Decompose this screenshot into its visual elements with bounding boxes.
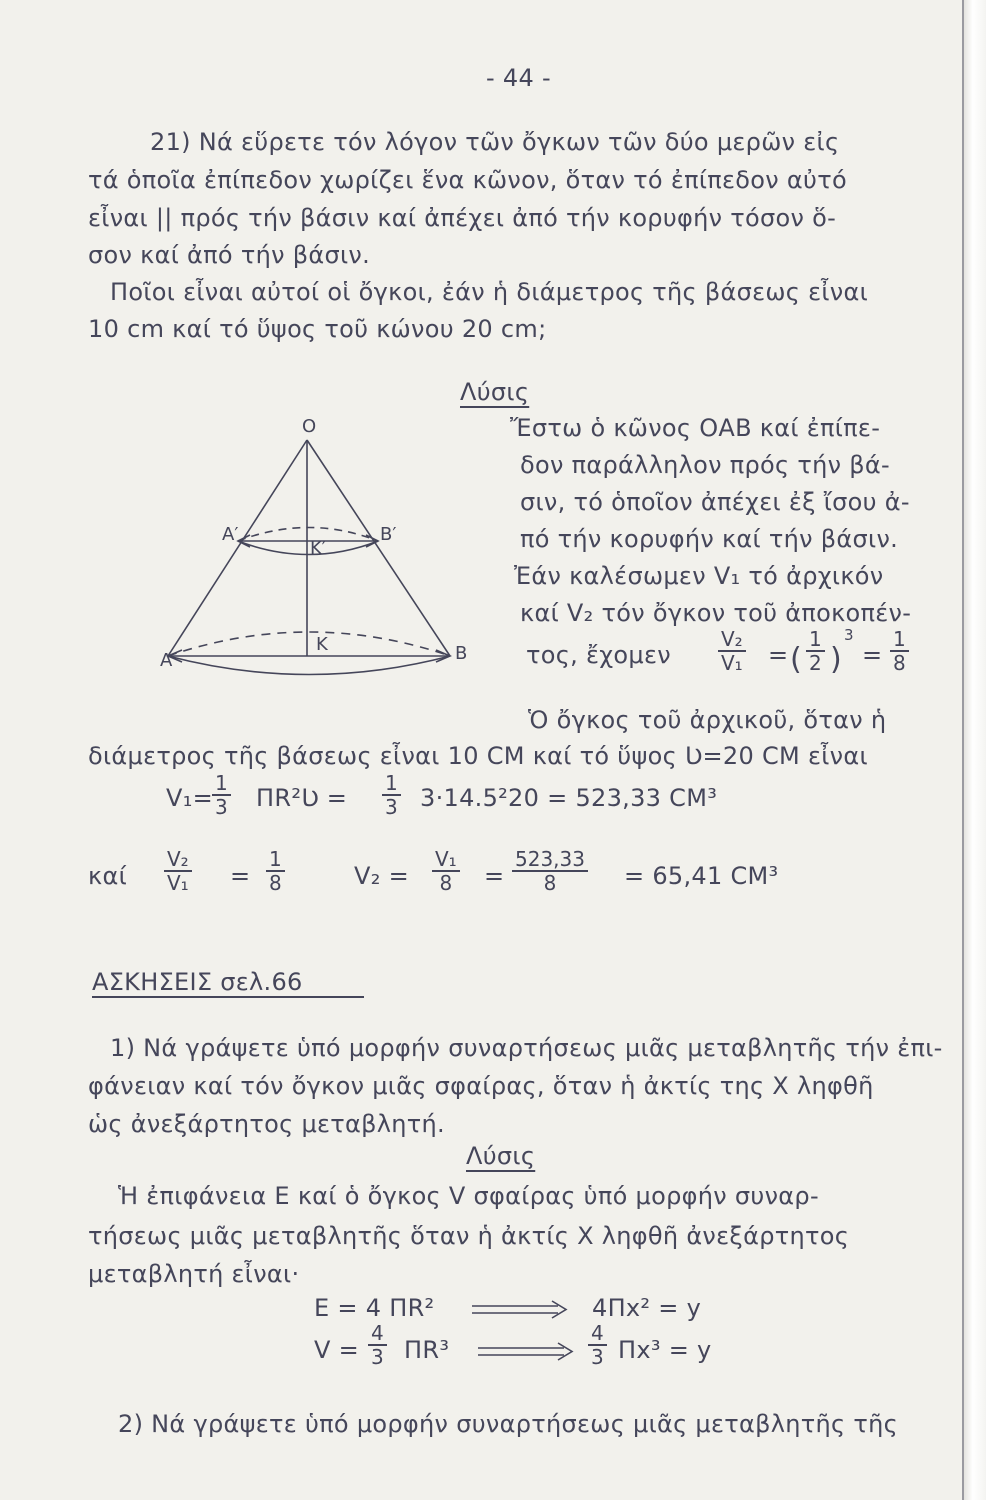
ratio-equals: =: [768, 641, 789, 669]
solution-line-5: Ἐάν καλέσωμεν V₁ τό ἀρχικόν: [514, 562, 884, 590]
v2-lhs: V₂ =: [354, 862, 409, 890]
v2-num2: 523,33: [512, 848, 588, 872]
problem-line-1: 21) Νά εὕρετε τόν λόγον τῶν ὄγκων τῶν δύο μερῶν εἰς: [150, 128, 840, 156]
problem-line-3: εἶναι || πρός τήν βάσιν καί ἀπέχει ἀπό τήν κορυφήν τόσον ὅ-: [88, 204, 837, 232]
r-num: V₂: [164, 848, 192, 872]
label-A: A: [160, 650, 173, 671]
r-den: V₁: [167, 871, 189, 895]
label-A-prime: A′: [222, 524, 239, 545]
volume-line-1: Ὁ ὄγκος τοῦ ἀρχικοῦ, ὅταν ἡ: [528, 706, 887, 734]
v2-fraction-2: [512, 848, 588, 894]
exercises-heading: ΑΣΚΗΣΕΙΣ σελ.66: [92, 968, 303, 996]
v1-third-fraction: [212, 772, 231, 818]
v2-den: 8: [439, 871, 453, 895]
cube-exponent: 3: [844, 626, 854, 644]
r-fraction: [164, 848, 192, 894]
ratio-equals-2: =: [862, 641, 883, 669]
solution-2-line-3: μεταβλητή εἶναι·: [88, 1260, 300, 1288]
r-den2: 8: [269, 871, 282, 895]
eq-V-num: 4: [368, 1322, 387, 1346]
v1-lhs: V₁=: [166, 784, 214, 812]
v1-third2-num: 1: [382, 772, 401, 796]
v2-fraction: [432, 848, 460, 894]
implies-arrow-icon: [476, 1342, 576, 1362]
solution-heading: Λύσις: [460, 378, 530, 406]
solution-2-line-2: τήσεως μιᾶς μεταβλητῆς ὅταν ἡ ἀκτίς X ληφθῆ ἀνεξάρτητος: [88, 1222, 850, 1250]
implies-arrow-icon: [470, 1300, 570, 1320]
problem-line-6: 10 cm καί τό ὕψος τοῦ κώνου 20 cm;: [88, 315, 547, 343]
eighth-denominator: 8: [893, 651, 906, 675]
v1-third2-den: 3: [385, 795, 398, 819]
volume-line-2: διάμετρος τῆς βάσεως εἶναι 10 CM καί τό ὕψος Ʋ=20 CM εἶναι: [88, 742, 868, 770]
label-K: K: [316, 634, 328, 655]
kai-word: καί: [88, 862, 127, 890]
equation-V-mid: ΠR³: [404, 1336, 450, 1364]
equation-V-lhs: V =: [314, 1336, 360, 1364]
equation-V-rhs: Πx³ = y: [618, 1336, 712, 1364]
exercise-1-line-3: ὡς ἀνεξάρτητος μεταβλητή.: [88, 1110, 445, 1138]
solution-2-line-1: Ἡ ἐπιφάνεια Ε καί ὁ ὄγκος V σφαίρας ὑπό μορφήν συναρ-: [118, 1182, 819, 1210]
v1-mid: ΠR²Ʋ =: [256, 784, 348, 812]
equation-E-rhs: 4Πx² = y: [592, 1294, 702, 1322]
solution-line-2: δον παράλληλον πρός τήν βά-: [520, 451, 890, 479]
open-paren: (: [790, 642, 803, 677]
page-number: - 44 -: [486, 64, 551, 92]
v2-rhs: = 65,41 CM³: [624, 862, 779, 890]
half-fraction: [806, 628, 825, 674]
ratio-numerator: V₂: [718, 628, 746, 652]
exercise-1-line-1: 1) Νά γράψετε ὑπό μορφήν συναρτήσεως μιᾶς μεταβλητῆς τήν ἐπι-: [110, 1034, 943, 1062]
label-K-prime: K′: [310, 538, 326, 559]
r-equals: =: [230, 862, 251, 890]
label-B-prime: B′: [380, 524, 397, 545]
v2-den2: 8: [543, 871, 557, 895]
eq-V-rhs-den: 3: [591, 1345, 604, 1369]
label-O: O: [302, 416, 317, 437]
exercise-1-line-2: φάνειαν καί τόν ὄγκον μιᾶς σφαίρας, ὅταν ἡ ἀκτίς της X ληφθῆ: [88, 1072, 874, 1100]
ratio-prefix: τος, ἔχομεν: [526, 641, 671, 669]
eighth-numerator: 1: [890, 628, 909, 652]
v1-rhs: 3·14.5²20 = 523,33 CM³: [420, 784, 718, 812]
eq-V-den: 3: [371, 1345, 384, 1369]
solution-line-1: Ἔστω ὁ κῶνος ΟΑΒ καί ἐπίπε-: [510, 414, 881, 442]
exercise-2-line: 2) Νά γράψετε ὑπό μορφήν συναρτήσεως μιᾶς μεταβλητῆς τῆς: [118, 1410, 898, 1438]
solution-line-4: πό τήν κορυφήν καί τήν βάσιν.: [520, 525, 899, 553]
v1-third-num: 1: [212, 772, 231, 796]
problem-line-5: Ποῖοι εἶναι αὐτοί οἱ ὄγκοι, ἐάν ἡ διάμετρος τῆς βάσεως εἶναι: [110, 278, 869, 306]
half-denominator: 2: [809, 651, 822, 675]
equation-V-rhs-fraction: [588, 1322, 607, 1368]
problem-line-2: τά ὁποῖα ἐπίπεδον χωρίζει ἕνα κῶνον, ὅταν τό ἐπίπεδον αὐτό: [88, 166, 847, 194]
equation-E: Ε = 4 ΠR²: [314, 1294, 435, 1322]
close-paren: ): [830, 642, 843, 677]
ratio-denominator: V₁: [721, 651, 743, 675]
half-numerator: 1: [806, 628, 825, 652]
ratio-fraction: [718, 628, 746, 674]
v2-equals: =: [484, 862, 505, 890]
solution-line-3: σιν, τό ὁποῖον ἀπέχει ἐξ ἴσου ἀ-: [520, 488, 910, 516]
eq-V-rhs-num: 4: [588, 1322, 607, 1346]
eighth-fraction: [890, 628, 909, 674]
solution-2-heading: Λύσις: [466, 1142, 536, 1170]
equation-V-fraction: [368, 1322, 387, 1368]
label-B: B: [455, 643, 468, 664]
v2-num: V₁: [432, 848, 460, 872]
exercises-underline: [92, 996, 364, 998]
v1-third-fraction-2: [382, 772, 401, 818]
solution-line-6: καί V₂ τόν ὄγκον τοῦ ἀποκοπέν-: [520, 599, 912, 627]
problem-line-4: σον καί ἀπό τήν βάσιν.: [88, 241, 371, 269]
v1-third-den: 3: [215, 795, 228, 819]
page-edge: [962, 0, 986, 1500]
r-num2: 1: [266, 848, 285, 872]
r-fraction-2: [266, 848, 285, 894]
